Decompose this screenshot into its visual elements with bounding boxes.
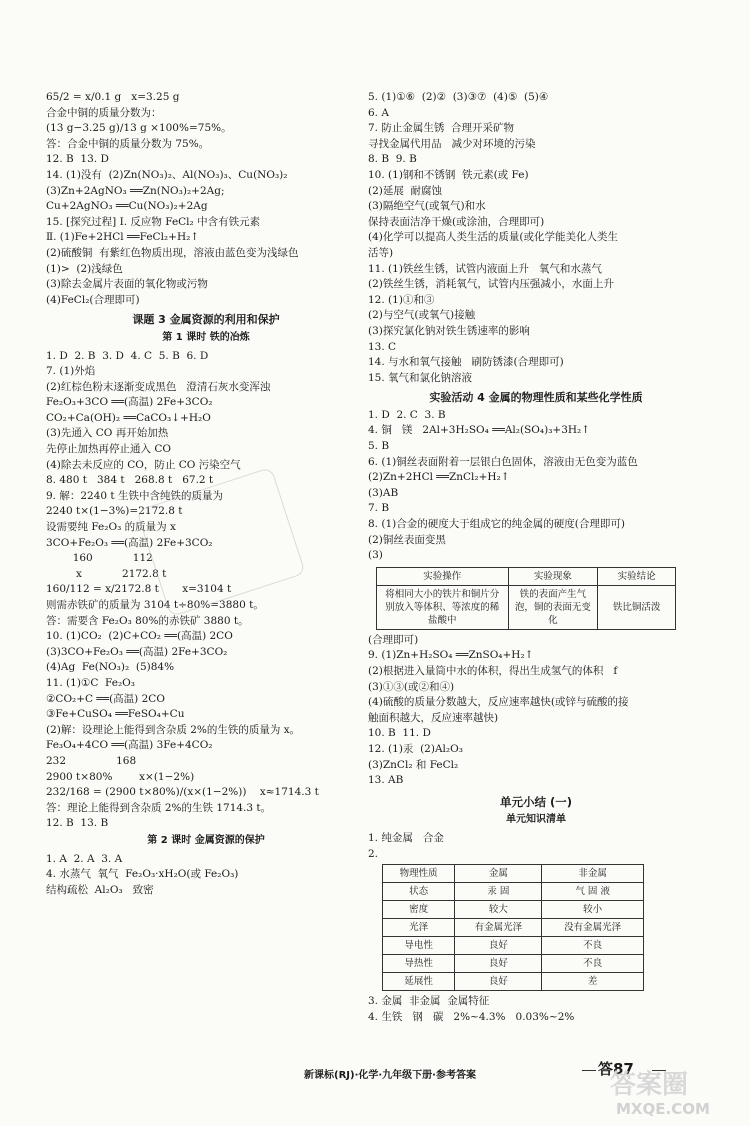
answer-line: ②CO₂+C ══(高温) 2CO bbox=[46, 692, 165, 705]
prop-table-cell: 导热性 bbox=[383, 955, 455, 973]
right-answers-block-4 bbox=[368, 831, 704, 862]
watermark-url: MXQE.COM bbox=[616, 1100, 710, 1118]
right-column bbox=[368, 90, 704, 1025]
answer-line: (3)除去金属片表面的氧化物或污物 bbox=[46, 278, 208, 291]
page-number: 答87 bbox=[598, 1060, 634, 1078]
answer-line: 2900 t×80% x×(1−2%) bbox=[46, 770, 195, 783]
answer-line: (3)AB bbox=[368, 486, 399, 499]
prop-header-nonmetal: 非金属 bbox=[542, 865, 644, 883]
answer-line: 4. 水蒸气 氧气 Fe₂O₃·xH₂O(或 Fe₂O₃) bbox=[46, 868, 239, 881]
answer-line: 3. 金属 非金属 金属特征 bbox=[368, 995, 490, 1008]
answer-line: 1. 纯金属 合金 bbox=[368, 831, 444, 844]
watermark-logo: 答案圈 bbox=[610, 1070, 689, 1100]
prop-table-row bbox=[383, 883, 644, 901]
answer-line: 12. (1)①和③ bbox=[368, 293, 435, 306]
prop-table-cell: 没有金属光泽 bbox=[542, 919, 644, 937]
answer-line: 9. 解：2240 t 生铁中含纯铁的质量为 bbox=[46, 489, 223, 502]
prop-header-metal: 金属 bbox=[455, 865, 542, 883]
answer-line: 232/168 = (2900 t×80%)/(x×(1−2%)) x≈1714.3 t bbox=[46, 786, 319, 799]
unit-summary-subtitle: 单元知识清单 bbox=[506, 814, 566, 826]
prop-table-cell: 密度 bbox=[383, 901, 455, 919]
answer-line: (4)化学可以提高人类生活的质量(或化学能美化人类生 bbox=[368, 231, 618, 244]
answer-line: (13 g−3.25 g)/13 g ×100%=75%。 bbox=[46, 122, 232, 135]
footer-text: 新课标(RJ)·化学·九年级下册·参考答案 bbox=[304, 1070, 476, 1081]
prop-table-cell: 差 bbox=[542, 973, 644, 991]
answer-line: (4)FeCl₂(合理即可) bbox=[46, 293, 140, 306]
answer-line: 答：合金中铜的质量分数为 75%。 bbox=[46, 137, 210, 150]
answer-line: 则需赤铁矿的质量为 3104 t÷80%=3880 t。 bbox=[46, 599, 264, 611]
answer-line: 11. (1)铁丝生锈，试管内液面上升 氧气和水蒸气 bbox=[368, 262, 602, 275]
property-table bbox=[382, 864, 644, 991]
right-answers-block-2 bbox=[368, 408, 704, 564]
answer-line: (4)除去未反应的 CO，防止 CO 污染空气 bbox=[46, 458, 241, 471]
prop-table-cell: 气 固 液 bbox=[542, 883, 644, 901]
answer-line: ③Fe+CuSO₄ ══FeSO₄+Cu bbox=[46, 708, 185, 721]
answer-line: 11. (1)①C Fe₂O₃ bbox=[46, 676, 135, 689]
answer-line: 14. (1)没有 (2)Zn(NO₃)₂、Al(NO₃)₃、Cu(NO₃)₂ bbox=[46, 168, 288, 181]
answer-line: (4)硫酸的质量分数越大，反应速率越快(或锌与硫酸的接 bbox=[368, 696, 629, 709]
answer-line: x 2172.8 t bbox=[46, 567, 167, 580]
section-title-lesson-3: 课题 3 金属资源的利用和保护 bbox=[132, 313, 280, 327]
prop-table-cell: 较小 bbox=[542, 901, 644, 919]
answer-line: 65/2 = x/0.1 g x=3.25 g bbox=[46, 91, 180, 103]
answer-line: CO₂+Ca(OH)₂ ══CaCO₃↓+H₂O bbox=[46, 411, 211, 424]
prop-table-cell: 延展性 bbox=[383, 973, 455, 991]
answer-line: 14. 与水和氧气接触 刷防锈漆(合理即可) bbox=[368, 356, 564, 369]
answer-line: (2)硫酸铜 有紫红色物质出现，溶液由蓝色变为浅绿色 bbox=[46, 246, 299, 259]
answer-line: 5. B bbox=[368, 440, 390, 453]
answer-line: 4. 生铁 钢 碳 2%~4.3% 0.03%~2% bbox=[368, 1010, 575, 1023]
answer-line: (2)铜丝表面变黑 bbox=[368, 533, 446, 546]
answer-line: 7. B bbox=[368, 502, 390, 515]
answer-line: (2)铁丝生锈，消耗氧气，试管内压强减小，水面上升 bbox=[368, 278, 614, 291]
answer-line: 12. (1)汞 (2)Al₂O₃ bbox=[368, 742, 463, 755]
answer-line: 160 112 bbox=[46, 552, 153, 565]
subsection-title-period-2: 第 2 课时 金属资源的保护 bbox=[147, 834, 265, 846]
answer-line: 寻找金属代用品 减少对环境的污染 bbox=[368, 137, 536, 150]
answer-line: (3)ZnCl₂ 和 FeCl₂ bbox=[368, 758, 459, 771]
prop-header-property: 物理性质 bbox=[383, 865, 455, 883]
answer-line: 1. D 2. B 3. D 4. C 5. B 6. D bbox=[46, 349, 209, 362]
answer-line: 7. (1)外焰 bbox=[46, 365, 96, 378]
answer-line: 12. B 13. B bbox=[46, 817, 109, 830]
prop-table-row bbox=[383, 919, 644, 937]
answer-line: 232 168 bbox=[46, 754, 137, 767]
answer-line: 6. A bbox=[368, 106, 389, 119]
answer-line: (3)先通入 CO 再开始加热 bbox=[46, 427, 169, 440]
answer-line: (3)Zn+2AgNO₃ ══Zn(NO₃)₂+2Ag; bbox=[46, 184, 225, 197]
prop-table-cell: 良好 bbox=[455, 937, 542, 955]
answer-line: 活等) bbox=[368, 246, 394, 259]
prop-table-cell: 光泽 bbox=[383, 919, 455, 937]
answer-line: 160/112 = x/2172.8 t x=3104 t bbox=[46, 583, 232, 596]
answer-line: 触面积越大，反应速率越快) bbox=[368, 711, 499, 724]
answer-line: 设需要纯 Fe₂O₃ 的质量为 x bbox=[46, 521, 176, 534]
answer-line: 保持表面洁净干燥(或涂油，合理即可) bbox=[368, 215, 545, 228]
answer-line: 4. 铜 镁 2Al+3H₂SO₄ ══Al₂(SO₄)₃+3H₂↑ bbox=[368, 424, 591, 437]
right-answers-block-3 bbox=[368, 633, 704, 789]
left-answers-block-3 bbox=[46, 852, 366, 899]
answer-line: 8. 480 t 384 t 268.8 t 67.2 t bbox=[46, 474, 214, 487]
answer-line: 5. (1)①⑥ (2)② (3)③⑦ (4)⑤ (5)④ bbox=[368, 91, 549, 103]
answer-line: 10. B 11. D bbox=[368, 727, 431, 740]
answer-line: 1. D 2. C 3. B bbox=[368, 408, 446, 421]
answer-line: (2)解：设理论上能得到含杂质 2%的生铁的质量为 x。 bbox=[46, 723, 301, 736]
prop-table-cell: 不良 bbox=[542, 937, 644, 955]
left-answers-block-1 bbox=[46, 90, 366, 308]
answer-line: (合理即可) bbox=[368, 633, 419, 646]
answer-line: (2)与空气(或氧气)接触 bbox=[368, 309, 476, 322]
answer-line: 8. B 9. B bbox=[368, 153, 417, 166]
answer-line: 13. C bbox=[368, 340, 397, 353]
answer-line: (2)Zn+2HCl ══ZnCl₂+H₂↑ bbox=[368, 471, 510, 484]
answer-line: 2. bbox=[368, 847, 379, 860]
answer-line: Cu+2AgNO₃ ══Cu(NO₃)₂+2Ag bbox=[46, 200, 208, 213]
prop-table-row bbox=[383, 937, 644, 955]
answer-line: 结构疏松 Al₂O₃ 致密 bbox=[46, 883, 154, 896]
answer-line: (3)隔绝空气(或氧气)和水 bbox=[368, 200, 486, 213]
right-answers-block-5 bbox=[368, 994, 704, 1025]
prop-table-cell: 有金属光泽 bbox=[455, 919, 542, 937]
answer-line: 15. [探究过程] Ⅰ. 反应物 FeCl₂ 中含有铁元素 bbox=[46, 215, 261, 228]
exp-header-operation: 实验操作 bbox=[377, 567, 509, 585]
answer-line: 答：理论上能得到含杂质 2%的生铁 1714.3 t。 bbox=[46, 801, 272, 814]
answer-line: 合金中铜的质量分数为： bbox=[46, 106, 162, 119]
answer-line: 7. 防止金属生锈 合理开采矿物 bbox=[368, 122, 515, 135]
answer-line: Ⅱ. (1)Fe+2HCl ══FeCl₂+H₂↑ bbox=[46, 231, 200, 244]
unit-summary-title: 单元小结 (一) bbox=[499, 794, 572, 809]
answer-line: (3) bbox=[368, 549, 383, 562]
answer-line: 1. A 2. A 3. A bbox=[46, 852, 123, 865]
prop-table-row bbox=[383, 955, 644, 973]
prop-table-row bbox=[383, 901, 644, 919]
answer-line: 10. (1)钢和不锈钢 铁元素(或 Fe) bbox=[368, 168, 529, 181]
prop-table-cell: 良好 bbox=[455, 973, 542, 991]
answer-line: (2)根据进入量筒中水的体积，得出生成氢气的体积 f bbox=[368, 665, 618, 677]
answer-line: 3CO+Fe₂O₃ ══(高温) 2Fe+3CO₂ bbox=[46, 536, 213, 549]
exp-cell-phenomenon: 铁的表面产生气泡，铜的表面无变化 bbox=[508, 585, 598, 629]
exp-cell-conclusion: 铁比铜活泼 bbox=[598, 585, 676, 629]
answer-line: 10. (1)CO₂ (2)C+CO₂ ══(高温) 2CO bbox=[46, 630, 233, 643]
subsection-title-period-1: 第 1 课时 铁的冶炼 bbox=[162, 331, 250, 343]
prop-table-cell: 汞 固 bbox=[455, 883, 542, 901]
prop-table-cell: 不良 bbox=[542, 955, 644, 973]
section-title-lab-4: 实验活动 4 金属的物理性质和某些化学性质 bbox=[429, 391, 643, 405]
prop-table-row bbox=[383, 973, 644, 991]
answer-line: 9. (1)Zn+H₂SO₄ ══ZnSO₄+H₂↑ bbox=[368, 649, 534, 662]
answer-line: (3)3CO+Fe₂O₃ ══(高温) 2Fe+3CO₂ bbox=[46, 645, 228, 658]
answer-line: (2)延展 耐腐蚀 bbox=[368, 184, 443, 197]
exp-header-phenomenon: 实验现象 bbox=[508, 567, 598, 585]
exp-header-conclusion: 实验结论 bbox=[598, 567, 676, 585]
answer-line: Fe₂O₃+3CO ══(高温) 2Fe+3CO₂ bbox=[46, 396, 213, 409]
answer-line: (3)①③(或②和④) bbox=[368, 680, 455, 693]
answer-line: 13. AB bbox=[368, 774, 404, 787]
answer-line: 答：需要含 Fe₂O₃ 80%的赤铁矿 3880 t。 bbox=[46, 614, 249, 627]
prop-table-cell: 导电性 bbox=[383, 937, 455, 955]
answer-line: 6. (1)铜丝表面附着一层银白色固体，溶液由无色变为蓝色 bbox=[368, 455, 638, 468]
prop-table-cell: 良好 bbox=[455, 955, 542, 973]
exp-cell-operation: 将相同大小的铁片和铜片分别放入等体积、等浓度的稀盐酸中 bbox=[377, 585, 509, 629]
answer-line: 12. B 13. D bbox=[46, 153, 109, 166]
experiment-table bbox=[376, 567, 676, 630]
answer-line: 15. 氧气和氯化钠溶液 bbox=[368, 371, 473, 384]
answer-line: (1)> (2)浅绿色 bbox=[46, 262, 123, 275]
answer-line: 先停止加热再停止通入 CO bbox=[46, 443, 171, 456]
answer-line: (4)Ag Fe(NO₃)₂ (5)84% bbox=[46, 661, 175, 674]
answer-line: 2240 t×(1−3%)=2172.8 t bbox=[46, 505, 183, 518]
answer-line: 8. (1)合金的硬度大于组成它的纯金属的硬度(合理即可) bbox=[368, 518, 625, 531]
answer-line: Fe₃O₄+4CO ══(高温) 3Fe+4CO₂ bbox=[46, 739, 213, 752]
right-answers-block-1 bbox=[368, 90, 704, 386]
prop-table-cell: 较大 bbox=[455, 901, 542, 919]
prop-table-cell: 状态 bbox=[383, 883, 455, 901]
answer-line: (2)红棕色粉末逐渐变成黑色 澄清石灰水变浑浊 bbox=[46, 380, 271, 393]
answer-line: (3)探究氯化钠对铁生锈速率的影响 bbox=[368, 324, 530, 337]
footer-dash-left bbox=[582, 1070, 596, 1071]
